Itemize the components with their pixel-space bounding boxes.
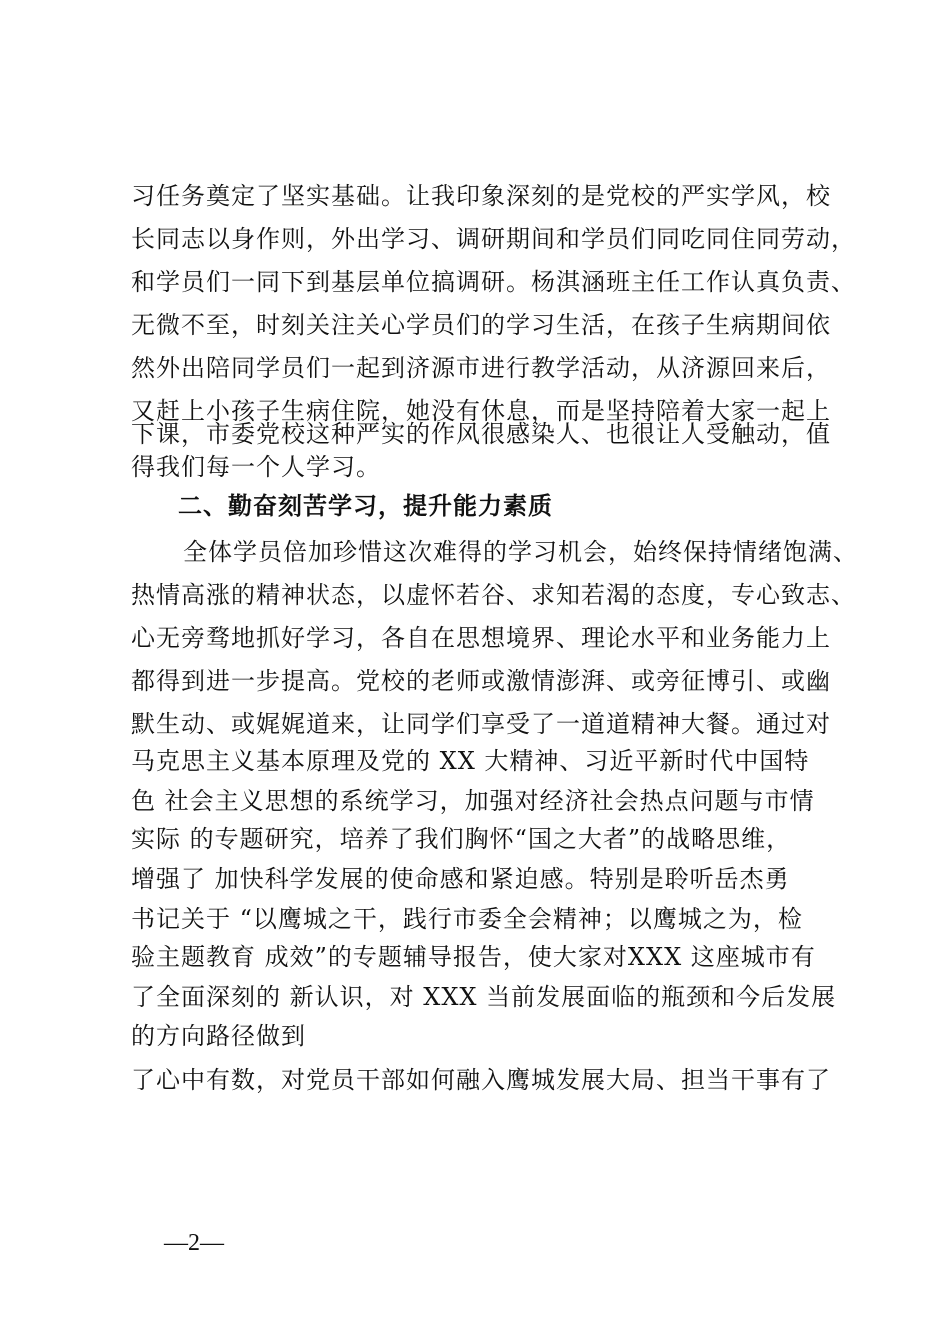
body-text-line: 习任务奠定了坚实基础。让我印象深刻的是党校的严实学风，校 [131, 182, 831, 210]
body-text-line: 长同志以身作则，外出学习、调研期间和学员们同吃同住同劳动， [131, 225, 856, 253]
body-text-line: 了全面深刻的 新认识，对 XXX 当前发展面临的瓶颈和今后发展 [131, 983, 837, 1011]
page-number: —2— [164, 1230, 224, 1256]
body-text-line: 和学员们一同下到基层单位搞调研。杨淇涵班主任工作认真负责、 [131, 268, 856, 296]
body-text-line: 热情高涨的精神状态，以虚怀若谷、求知若渴的态度，专心致志、 [131, 581, 856, 609]
body-text-line: 都得到进一步提高。党校的老师或激情澎湃、或旁征博引、或幽 [131, 667, 831, 695]
body-text-line: 又赶上小孩子生病住院，她没有休息，而是坚持陪着大家一起上 [131, 397, 831, 425]
body-text-line: 然外出陪同学员们一起到济源市进行教学活动，从济源回来后， [131, 354, 831, 382]
body-text-line: 下课，市委党校这种严实的作风很感染人、也很让人受触动，值 [131, 420, 831, 448]
section-heading: 二、勤奋刻苦学习，提升能力素质 [178, 492, 553, 520]
body-text-line: 得我们每一个人学习。 [131, 453, 381, 481]
body-text-line: 无微不至，时刻关注关心学员们的学习生活，在孩子生病期间依 [131, 311, 831, 339]
body-text-line: 的方向路径做到 [131, 1022, 306, 1050]
body-text-line: 书记关于 “以鹰城之干，践行市委全会精神；以鹰城之为，检 [131, 905, 803, 933]
body-text-line: 色 社会主义思想的系统学习，加强对经济社会热点问题与市情 [131, 787, 815, 815]
body-text-line: 实际 的专题研究，培养了我们胸怀“国之大者”的战略思维， [131, 825, 792, 853]
body-text-line: 默生动、或娓娓道来，让同学们享受了一道道精神大餐。通过对 [131, 710, 831, 738]
body-text-line: 了心中有数，对党员干部如何融入鹰城发展大局、担当干事有了 [131, 1066, 831, 1094]
body-text-line: 全体学员倍加珍惜这次难得的学习机会，始终保持情绪饱满、 [183, 538, 858, 566]
body-text-line: 马克思主义基本原理及党的 XX 大精神、习近平新时代中国特 [131, 747, 810, 775]
body-text-line: 增强了 加快科学发展的使命感和紧迫感。特别是聆听岳杰勇 [131, 865, 790, 893]
body-text-line: 验主题教育 成效”的专题辅导报告，使大家对XXX 这座城市有 [131, 943, 816, 971]
body-text-line: 心无旁骛地抓好学习，各自在思想境界、理论水平和业务能力上 [131, 624, 831, 652]
